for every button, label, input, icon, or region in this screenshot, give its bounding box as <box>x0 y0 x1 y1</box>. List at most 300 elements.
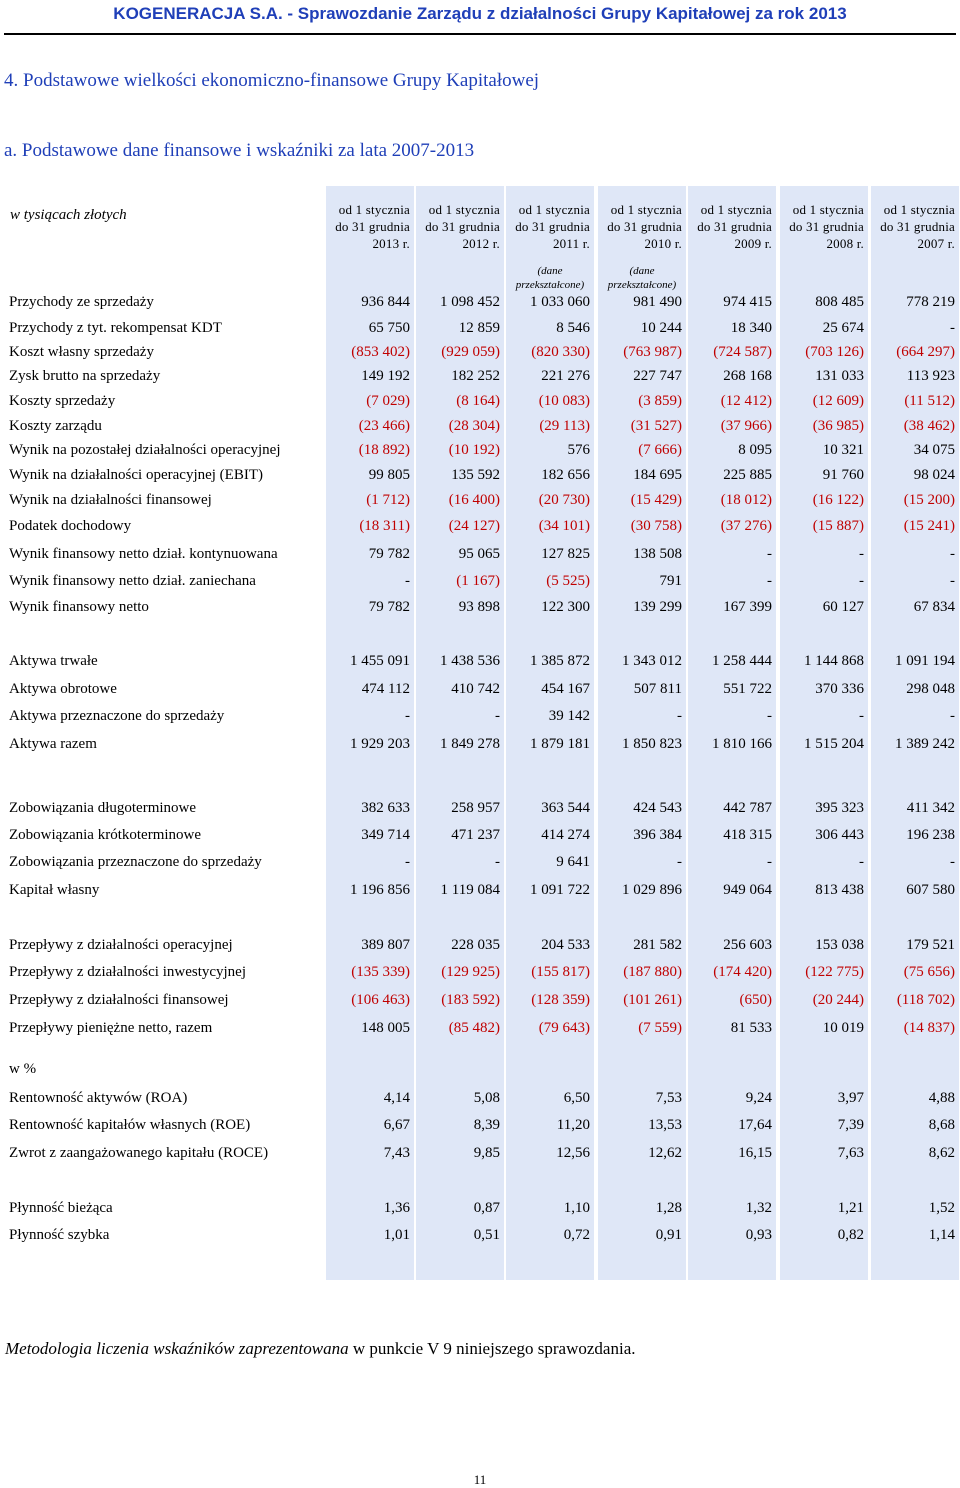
table-cell: (129 925) <box>441 964 500 980</box>
table-cell: - <box>495 708 500 724</box>
table-cell: 0,72 <box>563 1227 590 1243</box>
column-header <box>684 201 772 252</box>
table-cell: 179 521 <box>906 937 955 953</box>
table-cell: 113 923 <box>906 368 955 384</box>
table-cell: 18 340 <box>730 320 772 336</box>
row-label: Przepływy pieniężne netto, razem <box>9 1020 213 1036</box>
table-cell: (724 587) <box>713 344 772 360</box>
table-cell: 5,08 <box>473 1090 500 1106</box>
table-cell: 225 885 <box>723 467 772 483</box>
table-cell: 1 091 194 <box>895 653 955 669</box>
column-note: (dane przekształcone) <box>515 265 585 291</box>
table-cell: 6,67 <box>383 1117 410 1133</box>
table-cell: (3 859) <box>638 393 682 409</box>
row-label: Przepływy z działalności inwestycyjnej <box>9 964 247 980</box>
column-header-line1: od 1 stycznia <box>792 202 864 217</box>
table-cell: 228 035 <box>451 937 500 953</box>
table-cell: - <box>950 320 955 336</box>
table-cell: 122 300 <box>541 599 590 615</box>
table-cell: - <box>495 854 500 870</box>
row-label: Zobowiązania przeznaczone do sprzedaży <box>9 854 262 870</box>
table-cell: 0,51 <box>473 1227 500 1243</box>
table-cell: - <box>950 546 955 562</box>
table-cell: 7,53 <box>655 1090 682 1106</box>
table-cell: 79 782 <box>368 546 410 562</box>
column-header <box>867 201 955 252</box>
footnote-rest: w punkcie V 9 niniejszego sprawozdania. <box>348 1339 636 1358</box>
table-cell: - <box>677 708 682 724</box>
table-cell: 1 098 452 <box>440 294 500 310</box>
table-cell: 1,28 <box>655 1200 682 1216</box>
table-cell: (763 987) <box>623 344 682 360</box>
table-cell: 12 859 <box>458 320 500 336</box>
table-cell: - <box>767 573 772 589</box>
table-cell: 0,93 <box>745 1227 772 1243</box>
table-cell: 153 038 <box>815 937 864 953</box>
table-cell: - <box>767 854 772 870</box>
table-row <box>0 992 960 1014</box>
table-cell: (853 402) <box>351 344 410 360</box>
table-row <box>0 573 960 595</box>
table-cell: (174 420) <box>713 964 772 980</box>
table-row <box>0 827 960 849</box>
table-cell: 60 127 <box>822 599 864 615</box>
table-cell: 204 533 <box>541 937 590 953</box>
table-cell: (29 113) <box>539 418 590 434</box>
table-row <box>0 1200 960 1222</box>
table-cell: - <box>677 854 682 870</box>
table-row <box>0 518 960 540</box>
table-cell: 454 167 <box>541 681 590 697</box>
row-label: Aktywa obrotowe <box>9 681 117 697</box>
table-cell: 182 656 <box>541 467 590 483</box>
table-cell: (15 429) <box>630 492 682 508</box>
table-cell: 411 342 <box>906 800 955 816</box>
table-cell: 382 633 <box>361 800 410 816</box>
table-cell: (20 244) <box>812 992 864 1008</box>
table-cell: 974 415 <box>723 294 772 310</box>
table-row <box>0 800 960 822</box>
table-cell: - <box>859 708 864 724</box>
table-cell: (12 412) <box>720 393 772 409</box>
column-header-line2: do 31 grudnia <box>425 219 500 234</box>
table-cell: 576 <box>567 442 590 458</box>
table-cell: 182 252 <box>451 368 500 384</box>
row-label: Kapitał własny <box>9 882 100 898</box>
table-cell: 298 048 <box>906 681 955 697</box>
table-row <box>0 653 960 675</box>
row-label: Przychody z tyt. rekompensat KDT <box>9 320 222 336</box>
table-cell: 1,52 <box>928 1200 955 1216</box>
table-cell: (20 730) <box>538 492 590 508</box>
table-cell: (128 359) <box>531 992 590 1008</box>
table-cell: (10 192) <box>448 442 500 458</box>
table-cell: 1 389 242 <box>895 736 955 752</box>
table-cell: 607 580 <box>906 882 955 898</box>
column-header <box>322 201 410 252</box>
column-header-line2: do 31 grudnia <box>607 219 682 234</box>
table-cell: 418 315 <box>723 827 772 843</box>
table-cell: - <box>950 573 955 589</box>
column-header-line1: od 1 stycznia <box>700 202 772 217</box>
table-cell: (75 656) <box>903 964 955 980</box>
table-cell: 396 384 <box>633 827 682 843</box>
table-cell: (15 200) <box>903 492 955 508</box>
table-cell: 1 343 012 <box>622 653 682 669</box>
table-cell: 281 582 <box>633 937 682 953</box>
table-row <box>0 492 960 514</box>
table-cell: 1 455 091 <box>350 653 410 669</box>
table-cell: 949 064 <box>723 882 772 898</box>
table-cell: (23 466) <box>358 418 410 434</box>
table-cell: 410 742 <box>451 681 500 697</box>
table-cell: (183 592) <box>441 992 500 1008</box>
table-cell: (5 525) <box>546 573 590 589</box>
row-label: Wynik na działalności operacyjnej (EBIT) <box>9 467 263 483</box>
unit-label: w tysiącach złotych <box>10 207 127 223</box>
table-cell: 3,97 <box>837 1090 864 1106</box>
table-cell: 10 321 <box>822 442 864 458</box>
table-cell: 1,10 <box>563 1200 590 1216</box>
table-row <box>0 964 960 986</box>
table-cell: 8,68 <box>928 1117 955 1133</box>
table-cell: 6,50 <box>563 1090 590 1106</box>
table-row <box>0 1227 960 1249</box>
column-header <box>502 201 590 252</box>
table-cell: 1 091 722 <box>530 882 590 898</box>
table-cell: 1 929 203 <box>350 736 410 752</box>
row-label: Przepływy z działalności operacyjnej <box>9 937 233 953</box>
column-header-line1: od 1 stycznia <box>518 202 590 217</box>
column-header-line1: od 1 stycznia <box>883 202 955 217</box>
table-row <box>0 736 960 758</box>
page-number: 11 <box>473 1472 487 1487</box>
row-label: Płynność szybka <box>9 1227 110 1243</box>
column-header-year: 2011 r. <box>552 236 590 251</box>
table-cell: (12 609) <box>812 393 864 409</box>
column-header-line1: od 1 stycznia <box>338 202 410 217</box>
row-label: Aktywa trwałe <box>9 653 98 669</box>
table-cell: 227 747 <box>633 368 682 384</box>
table-cell: 67 834 <box>913 599 955 615</box>
row-label: Koszty sprzedaży <box>9 393 116 409</box>
table-cell: (7 559) <box>638 1020 682 1036</box>
table-cell: (118 702) <box>896 992 955 1008</box>
column-header-line2: do 31 grudnia <box>697 219 772 234</box>
table-cell: (1 167) <box>456 573 500 589</box>
table-cell: - <box>859 854 864 870</box>
table-cell: (106 463) <box>351 992 410 1008</box>
table-cell: (15 241) <box>903 518 955 534</box>
column-header-line2: do 31 grudnia <box>515 219 590 234</box>
column-header-line1: od 1 stycznia <box>610 202 682 217</box>
table-cell: 138 508 <box>633 546 682 562</box>
row-label: Wynik finansowy netto <box>9 599 149 615</box>
table-cell: (820 330) <box>531 344 590 360</box>
table-cell: 9,24 <box>745 1090 772 1106</box>
table-cell: 98 024 <box>913 467 955 483</box>
table-cell: 936 844 <box>361 294 410 310</box>
document-header: KOGENERACJA S.A. - Sprawozdanie Zarządu z działalności Grupy Kapitałowej za rok 2013 <box>113 4 847 23</box>
table-row <box>0 599 960 621</box>
row-label: Zwrot z zaangażowanego kapitału (ROCE) <box>9 1145 269 1161</box>
table-cell: 0,82 <box>837 1227 864 1243</box>
table-cell: (34 101) <box>538 518 590 534</box>
table-cell: (135 339) <box>351 964 410 980</box>
table-cell: 1 258 444 <box>712 653 772 669</box>
table-cell: (7 666) <box>638 442 682 458</box>
table-row <box>0 442 960 464</box>
row-label: Zobowiązania długoterminowe <box>9 800 197 816</box>
table-cell: 1,01 <box>383 1227 410 1243</box>
table-cell: (31 527) <box>630 418 682 434</box>
table-cell: 79 782 <box>368 599 410 615</box>
table-cell: 363 544 <box>541 800 590 816</box>
row-label: Rentowność aktywów (ROA) <box>9 1090 188 1106</box>
table-row <box>0 344 960 366</box>
table-cell: 306 443 <box>815 827 864 843</box>
table-cell: 349 714 <box>361 827 410 843</box>
table-cell: (85 482) <box>448 1020 500 1036</box>
table-cell: (1 712) <box>366 492 410 508</box>
table-row <box>0 681 960 703</box>
percent-label: w % <box>9 1061 37 1077</box>
table-cell: 1 850 823 <box>622 736 682 752</box>
table-cell: 370 336 <box>815 681 864 697</box>
table-cell: 39 142 <box>548 708 590 724</box>
section-subtitle: a. Podstawowe dane finansowe i wskaźniki za lata 2007-2013 <box>4 140 475 161</box>
table-cell: - <box>405 573 410 589</box>
table-cell: (28 304) <box>448 418 500 434</box>
footnote-italic: Metodologia liczenia wskaźników zaprezentowana <box>5 1339 349 1358</box>
table-cell: 135 592 <box>451 467 500 483</box>
column-header-year: 2009 r. <box>734 236 772 251</box>
row-label: Rentowność kapitałów własnych (ROE) <box>9 1117 251 1133</box>
table-cell: 1 810 166 <box>712 736 772 752</box>
table-cell: (36 985) <box>812 418 864 434</box>
table-row <box>0 294 960 316</box>
table-cell: 7,63 <box>837 1145 864 1161</box>
table-cell: - <box>950 854 955 870</box>
table-cell: 1 515 204 <box>804 736 864 752</box>
table-cell: (79 643) <box>538 1020 590 1036</box>
table-cell: 91 760 <box>822 467 864 483</box>
table-cell: - <box>405 854 410 870</box>
table-cell: (14 837) <box>903 1020 955 1036</box>
table-cell: 131 033 <box>815 368 864 384</box>
table-cell: 256 603 <box>723 937 772 953</box>
table-row <box>0 368 960 390</box>
row-label: Wynik finansowy netto dział. zaniechana <box>9 573 256 589</box>
table-cell: (929 059) <box>441 344 500 360</box>
table-cell: 808 485 <box>815 294 864 310</box>
table-cell: 12,56 <box>556 1145 590 1161</box>
table-cell: 221 276 <box>541 368 590 384</box>
table-cell: 10 244 <box>640 320 682 336</box>
table-row <box>0 882 960 904</box>
table-cell: 1 879 181 <box>530 736 590 752</box>
table-cell: 471 237 <box>451 827 500 843</box>
header-rule <box>4 33 956 35</box>
table-row <box>0 546 960 568</box>
table-cell: 1,21 <box>837 1200 864 1216</box>
row-label: Wynik na pozostałej działalności operacyjnej <box>9 442 281 458</box>
table-cell: 424 543 <box>633 800 682 816</box>
table-cell: 813 438 <box>815 882 864 898</box>
table-cell: (155 817) <box>531 964 590 980</box>
table-cell: 8,39 <box>473 1117 500 1133</box>
table-cell: 8,62 <box>928 1145 955 1161</box>
table-cell: 1 385 872 <box>530 653 590 669</box>
table-cell: 1 144 868 <box>804 653 864 669</box>
table-cell: 17,64 <box>738 1117 772 1133</box>
table-cell: 149 192 <box>361 368 410 384</box>
column-header-year: 2010 r. <box>644 236 682 251</box>
table-cell: 1 196 856 <box>350 882 410 898</box>
table-cell: 93 898 <box>458 599 500 615</box>
row-label: Przepływy z działalności finansowej <box>9 992 229 1008</box>
section-title: 4. Podstawowe wielkości ekonomiczno-finansowe Grupy Kapitałowej <box>4 70 540 91</box>
table-cell: 196 238 <box>906 827 955 843</box>
table-cell: 139 299 <box>633 599 682 615</box>
table-cell: 4,88 <box>928 1090 955 1106</box>
table-cell: 1 849 278 <box>440 736 500 752</box>
table-cell: - <box>405 708 410 724</box>
table-row <box>0 320 960 342</box>
table-row <box>0 1145 960 1167</box>
table-cell: 8 095 <box>738 442 772 458</box>
column-header-year: 2012 r. <box>462 236 500 251</box>
row-label: Zysk brutto na sprzedaży <box>9 368 161 384</box>
table-cell: 11,20 <box>556 1117 590 1133</box>
table-cell: 389 807 <box>361 937 410 953</box>
footnote <box>5 1339 636 1359</box>
column-header-year: 2013 r. <box>372 236 410 251</box>
table-cell: (10 083) <box>538 393 590 409</box>
table-cell: 95 065 <box>458 546 500 562</box>
table-row <box>0 467 960 489</box>
column-header-line2: do 31 grudnia <box>789 219 864 234</box>
table-cell: (703 126) <box>805 344 864 360</box>
column-header <box>594 201 682 252</box>
column-header-year: 2008 r. <box>826 236 864 251</box>
column-header-year: 2007 r. <box>917 236 955 251</box>
table-cell: - <box>859 573 864 589</box>
table-cell: 7,43 <box>383 1145 410 1161</box>
row-label: Wynik finansowy netto dział. kontynuowana <box>9 546 278 562</box>
table-cell: 551 722 <box>723 681 772 697</box>
table-cell: 8 546 <box>556 320 590 336</box>
row-label: Aktywa przeznaczone do sprzedaży <box>9 708 225 724</box>
table-cell: (18 892) <box>358 442 410 458</box>
table-cell: 0,91 <box>655 1227 682 1243</box>
table-cell: 127 825 <box>541 546 590 562</box>
table-cell: 1,32 <box>745 1200 772 1216</box>
table-cell: - <box>859 546 864 562</box>
row-label: Koszt własny sprzedaży <box>9 344 154 360</box>
table-cell: - <box>767 708 772 724</box>
table-row <box>0 1117 960 1139</box>
table-cell: 7,39 <box>837 1117 864 1133</box>
table-cell: (187 880) <box>623 964 682 980</box>
table-row <box>0 708 960 730</box>
table-cell: (664 297) <box>896 344 955 360</box>
column-header <box>776 201 864 252</box>
table-cell: 16,15 <box>738 1145 772 1161</box>
table-cell: 981 490 <box>633 294 682 310</box>
table-row <box>0 1090 960 1112</box>
table-cell: 1,14 <box>928 1227 955 1243</box>
table-cell: 507 811 <box>633 681 682 697</box>
table-cell: 13,53 <box>648 1117 682 1133</box>
table-cell: 474 112 <box>361 681 410 697</box>
table-cell: - <box>950 708 955 724</box>
row-label: Płynność bieżąca <box>9 1200 113 1216</box>
table-cell: (38 462) <box>903 418 955 434</box>
table-cell: 81 533 <box>730 1020 772 1036</box>
row-label: Aktywa razem <box>9 736 97 752</box>
table-cell: 1 438 536 <box>440 653 500 669</box>
table-cell: (7 029) <box>366 393 410 409</box>
table-cell: (37 966) <box>720 418 772 434</box>
table-row <box>0 418 960 440</box>
table-cell: (16 400) <box>448 492 500 508</box>
table-cell: 1 119 084 <box>440 882 500 898</box>
table-cell: (16 122) <box>812 492 864 508</box>
table-cell: 65 750 <box>368 320 410 336</box>
row-label: Przychody ze sprzedaży <box>9 294 154 310</box>
table-cell: 268 168 <box>723 368 772 384</box>
table-cell: 791 <box>659 573 682 589</box>
table-cell: 414 274 <box>541 827 590 843</box>
column-header-line2: do 31 grudnia <box>335 219 410 234</box>
table-cell: (15 887) <box>812 518 864 534</box>
table-row <box>0 1020 960 1042</box>
table-cell: 167 399 <box>723 599 772 615</box>
table-cell: 25 674 <box>822 320 864 336</box>
table-cell: (8 164) <box>456 393 500 409</box>
table-cell: 9 641 <box>556 854 590 870</box>
row-label: Wynik na działalności finansowej <box>9 492 212 508</box>
column-note: (dane przekształcone) <box>607 265 677 291</box>
table-cell: - <box>767 546 772 562</box>
table-cell: 258 957 <box>451 800 500 816</box>
table-cell: 442 787 <box>723 800 772 816</box>
table-cell: (101 261) <box>623 992 682 1008</box>
table-cell: (18 012) <box>720 492 772 508</box>
table-row <box>0 937 960 959</box>
table-cell: (18 311) <box>359 518 410 534</box>
table-cell: (37 276) <box>720 518 772 534</box>
table-cell: 1 033 060 <box>530 294 590 310</box>
table-cell: 0,87 <box>473 1200 500 1216</box>
table-cell: 184 695 <box>633 467 682 483</box>
table-cell: (650) <box>739 992 772 1008</box>
table-cell: 1 029 896 <box>622 882 682 898</box>
row-label: Koszty zarządu <box>9 418 102 434</box>
table-cell: 148 005 <box>361 1020 410 1036</box>
table-cell: 12,62 <box>648 1145 682 1161</box>
table-cell: 395 323 <box>815 800 864 816</box>
table-cell: 1,36 <box>383 1200 410 1216</box>
column-header <box>412 201 500 252</box>
column-header-line1: od 1 stycznia <box>428 202 500 217</box>
table-cell: 4,14 <box>383 1090 410 1106</box>
table-cell: 10 019 <box>822 1020 864 1036</box>
table-cell: (122 775) <box>805 964 864 980</box>
table-row <box>0 393 960 415</box>
table-cell: 9,85 <box>473 1145 500 1161</box>
